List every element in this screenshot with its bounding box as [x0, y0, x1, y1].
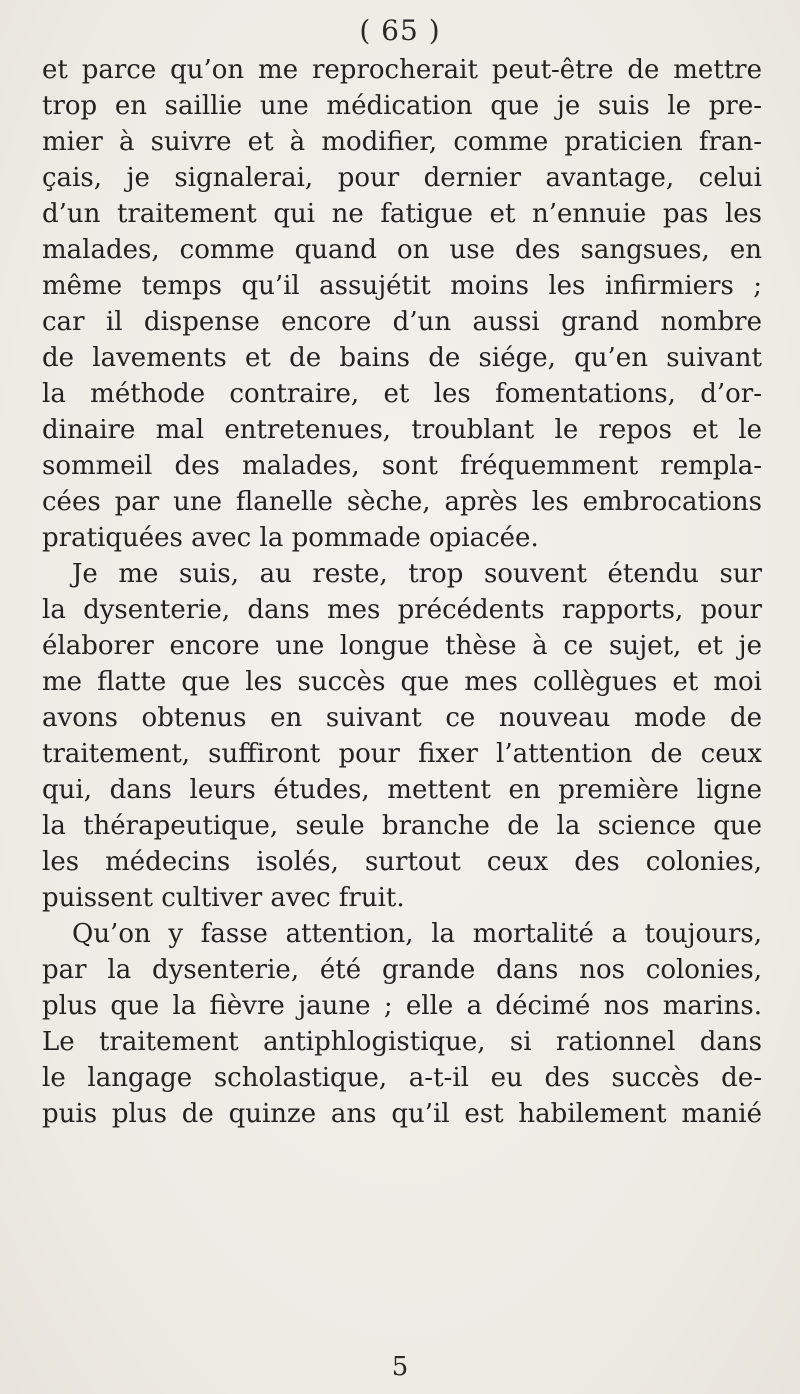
- text-line: dinaire mal entretenues, troublant le repos et le: [42, 415, 762, 445]
- text-line: malades, comme quand on use des sangsues, en: [42, 235, 762, 265]
- text-line: et parce qu’on me reprocherait peut-être de mettre: [42, 55, 762, 85]
- text-line: pratiquées avec la pommade opiacée.: [42, 523, 539, 553]
- text-line: le langage scholastique, a-t-il eu des succès de-: [42, 1063, 762, 1093]
- text-line: traitement, suffiront pour fixer l’attention de ceux: [42, 739, 762, 769]
- text-line: de lavements et de bains de siége, qu’en suivant: [42, 343, 762, 373]
- text-line: trop en saillie une médication que je suis le pre-: [42, 91, 762, 121]
- text-line: élaborer encore une longue thèse à ce sujet, et je: [42, 631, 762, 661]
- text-line: par la dysenterie, été grande dans nos colonies,: [42, 955, 762, 985]
- text-line: mier à suivre et à modifier, comme praticien fran-: [42, 127, 762, 157]
- text-line: la thérapeutique, seule branche de la science que: [42, 811, 762, 841]
- text-line: car il dispense encore d’un aussi grand nombre: [42, 307, 762, 337]
- text-line: même temps qu’il assujétit moins les infirmiers ;: [42, 271, 762, 301]
- text-line: Qu’on y fasse attention, la mortalité a toujours,: [72, 919, 762, 949]
- text-line: me flatte que les succès que mes collègues et moi: [42, 667, 762, 697]
- signature-mark: 5: [391, 1352, 409, 1382]
- text-line: d’un traitement qui ne fatigue et n’ennuie pas les: [42, 199, 762, 229]
- text-line: Je me suis, au reste, trop souvent étendu sur: [72, 559, 762, 589]
- page-number: ( 65 ): [359, 14, 441, 47]
- text-line: çais, je signalerai, pour dernier avantage, celui: [42, 163, 762, 193]
- text-line: les médecins isolés, surtout ceux des colonies,: [42, 847, 762, 877]
- text-line: puissent cultiver avec fruit.: [42, 883, 405, 913]
- text-line: puis plus de quinze ans qu’il est habilement manié: [42, 1099, 762, 1129]
- text-line: la dysenterie, dans mes précédents rapports, pour: [42, 595, 762, 625]
- text-line: Le traitement antiphlogistique, si rationnel dans: [42, 1027, 762, 1057]
- text-line: qui, dans leurs études, mettent en première ligne: [42, 775, 762, 805]
- text-line: avons obtenus en suivant ce nouveau mode de: [42, 703, 762, 733]
- text-line: cées par une flanelle sèche, après les embrocations: [42, 487, 762, 517]
- text-line: sommeil des malades, sont fréquemment rempla-: [42, 451, 762, 481]
- body-text: [42, 52, 762, 1132]
- text-line: la méthode contraire, et les fomentations, d’or-: [42, 379, 762, 409]
- text-line: plus que la fièvre jaune ; elle a décimé nos marins.: [42, 991, 762, 1021]
